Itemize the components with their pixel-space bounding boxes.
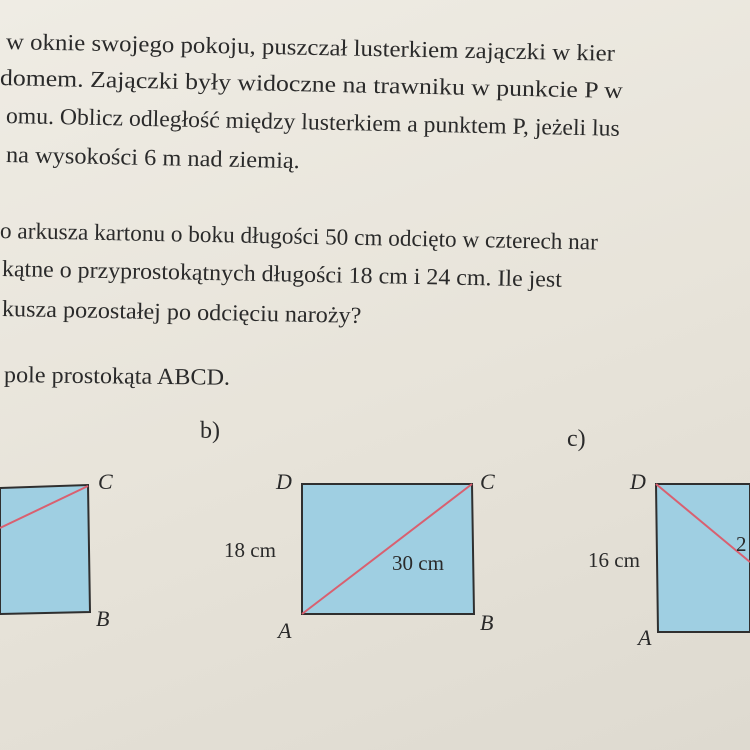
text-line-2: domem. Zajączki były widoczne na trawniku w punkcie P w <box>0 65 623 104</box>
figure-c-side-length: 16 cm <box>588 548 640 572</box>
figure-b-side-length: 18 cm <box>224 538 276 562</box>
text-line-1: w oknie swojego pokoju, puszczał lusterkiem zajączki w kier <box>5 29 616 66</box>
figure-b-label: b) <box>200 418 220 444</box>
text-line-3: omu. Oblicz odległość między lusterkiem a punktem P, jeżeli lus <box>5 103 620 141</box>
figure-b-vertex-d: D <box>276 469 292 494</box>
text-line-5: o arkusza kartonu o boku długości 50 cm odcięto w czterech nar <box>0 218 599 255</box>
text-line-4: na wysokości 6 m nad ziemią. <box>5 142 301 174</box>
figure-b-vertex-b: B <box>480 610 494 635</box>
figure-a-rectangle <box>0 485 90 614</box>
figure-c-rectangle <box>656 484 750 632</box>
figure-c-diagonal-length: 2 <box>736 532 747 556</box>
figure-c <box>588 469 750 650</box>
text-line-7: kusza pozostałej po odcięciu naroży? <box>1 296 362 328</box>
figure-c-label: c) <box>567 426 586 452</box>
figure-a <box>0 469 113 631</box>
figure-b-diagonal-length: 30 cm <box>392 551 444 575</box>
figure-b-vertex-c: C <box>480 469 495 494</box>
figure-b-vertex-a: A <box>278 618 292 643</box>
figure-c-vertex-d: D <box>630 469 646 494</box>
figure-b <box>224 469 495 643</box>
figure-c-vertex-a: A <box>638 625 652 650</box>
text-line-6: kątne o przyprostokątnych długości 18 cm i 24 cm. Ile jest <box>1 256 563 292</box>
text-line-8: pole prostokąta ABCD. <box>3 362 231 390</box>
figure-a-vertex-c: C <box>98 469 113 494</box>
figure-a-vertex-b: B <box>96 606 110 631</box>
